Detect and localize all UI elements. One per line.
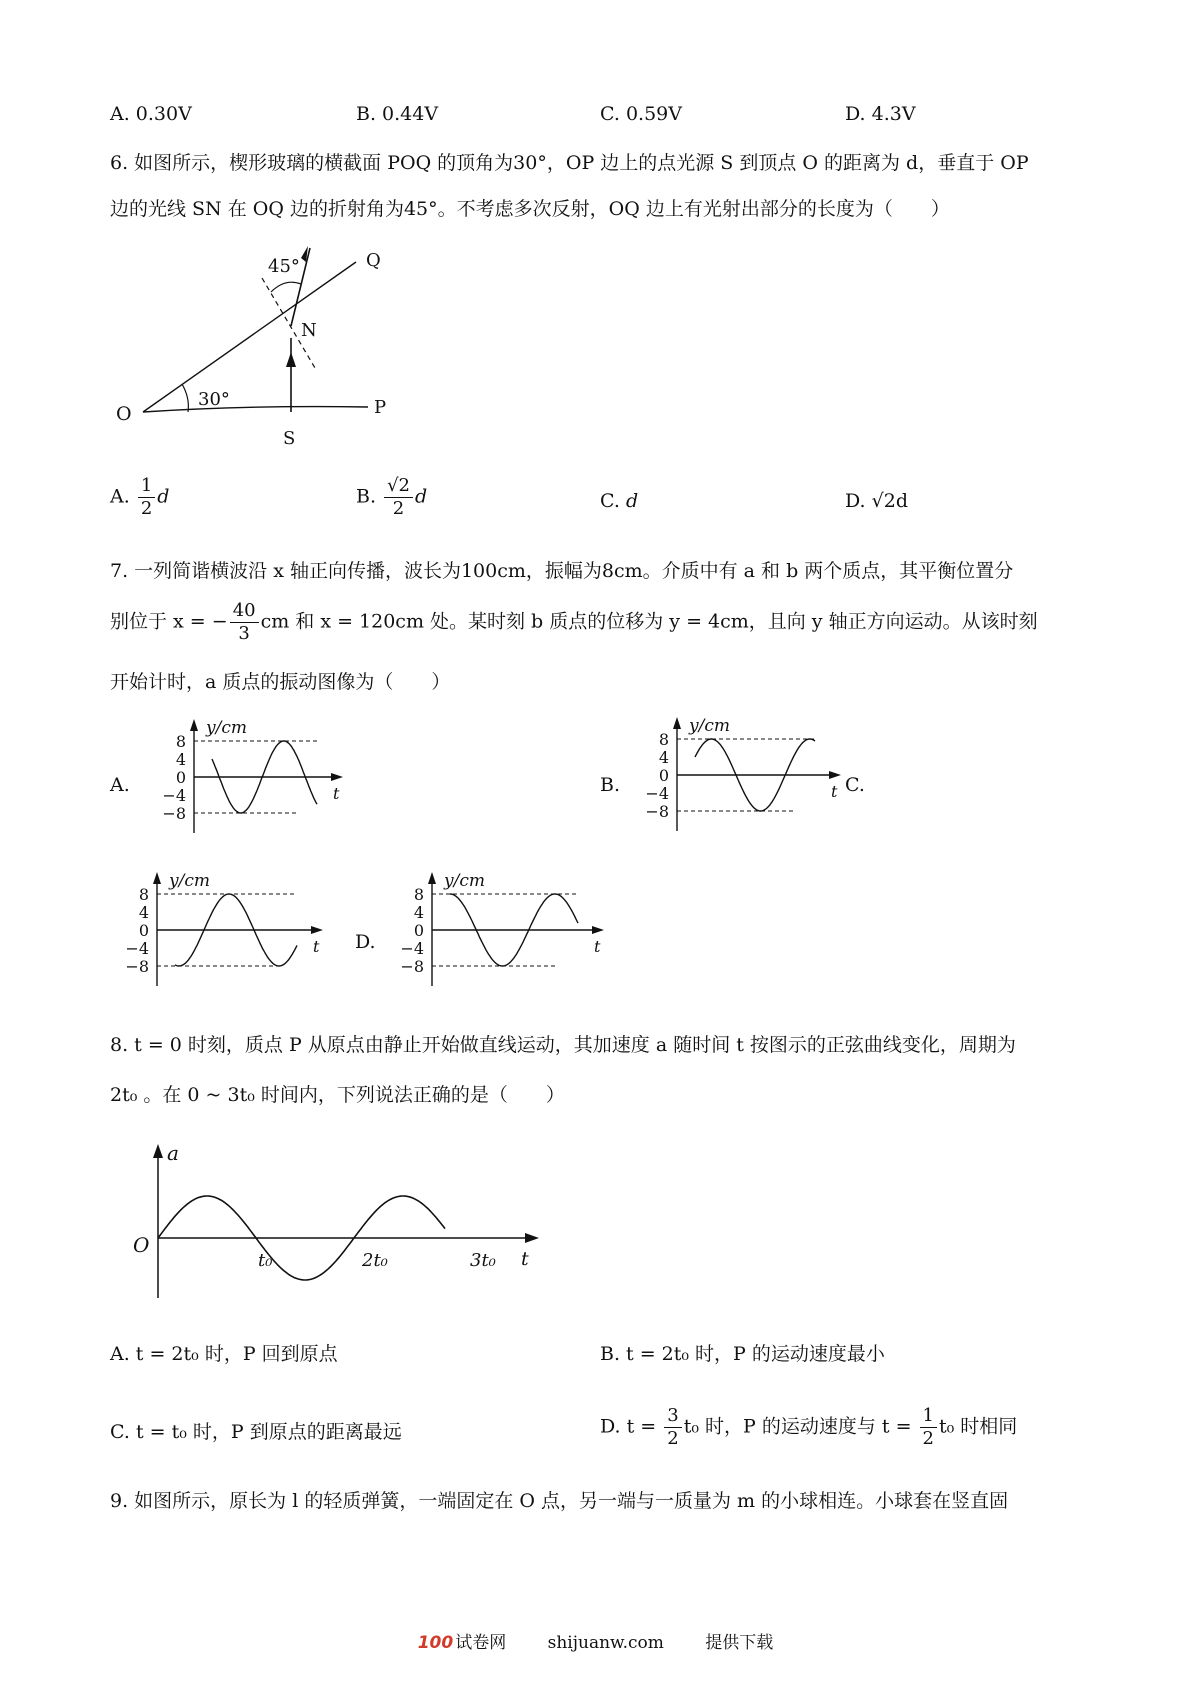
fraction: $\frac{√2}{2}$ xyxy=(384,475,413,520)
q7-graph-a xyxy=(152,715,342,840)
y-axis-label: y/cm xyxy=(206,718,247,738)
tick-label: −8 xyxy=(400,957,424,976)
tick-label: 4 xyxy=(658,748,669,767)
label-n: N xyxy=(301,320,317,341)
tick-label: −4 xyxy=(125,939,149,958)
tick-label: −8 xyxy=(125,957,149,976)
tick-label: 8 xyxy=(175,732,186,751)
x-axis-label: t xyxy=(594,937,601,956)
x-axis-label: t xyxy=(831,782,838,801)
y-axis-arrow xyxy=(428,872,436,884)
fraction: $\frac{3}{2}$ xyxy=(664,1405,681,1450)
site-logo: 100 xyxy=(417,1633,454,1653)
q8-option-b: B. t = 2t₀ 时，P 的运动速度最小 xyxy=(600,1343,885,1365)
y-axis-arrow xyxy=(190,719,198,731)
fraction: $\frac{40}{3}$ xyxy=(230,600,259,645)
label-p: P xyxy=(374,397,387,418)
x-axis-arrow xyxy=(331,773,343,781)
tick-label: 4 xyxy=(413,903,424,922)
y-axis-arrow xyxy=(153,872,161,884)
tick-label: −4 xyxy=(645,784,669,803)
tick-label: 0 xyxy=(413,921,424,940)
q8-text-line1: 8. t = 0 时刻，质点 P 从原点由静止开始做直线运动，其加速度 a 随时间 t 按图示的正弦曲线变化，周期为 xyxy=(110,1034,1016,1056)
q7-graph-d xyxy=(390,868,601,993)
label-a: a xyxy=(167,1141,179,1165)
x-axis-label: t xyxy=(333,784,340,803)
q8-option-c: C. t = t₀ 时，P 到原点的距离最远 xyxy=(110,1421,402,1443)
fraction: $\frac{1}{2}$ xyxy=(138,475,155,520)
q6-option-d: D. √2d xyxy=(845,490,909,512)
q7-graph-c xyxy=(115,868,320,993)
q6-option-b: B. $\frac{√2}{2}$ d xyxy=(356,475,428,519)
label-s: S xyxy=(283,428,296,449)
label-3t0: 3t₀ xyxy=(470,1250,496,1271)
fraction: $\frac{1}{2}$ xyxy=(920,1405,937,1450)
download-note: 提供下载 xyxy=(705,1633,774,1653)
q8-text-line2: 2t₀ 。在 0 ~ 3t₀ 时间内，下列说法正确的是（ ） xyxy=(110,1084,565,1106)
q5-option-b: B. 0.44V xyxy=(356,103,439,125)
tick-label: 4 xyxy=(175,750,186,769)
label-angle-30: 30° xyxy=(198,389,230,410)
q7-text-line3: 开始计时，a 质点的振动图像为（ ） xyxy=(110,671,451,693)
q7-option-d-label: D. xyxy=(355,931,376,953)
tick-label: 0 xyxy=(138,921,149,940)
site-name-cn: 试卷网 xyxy=(455,1633,507,1653)
q8-acceleration-graph xyxy=(125,1140,545,1300)
y-axis-label: y/cm xyxy=(444,871,485,891)
y-axis-label: y/cm xyxy=(689,716,730,736)
label-angle-45: 45° xyxy=(268,256,300,277)
tick-label: 8 xyxy=(658,730,669,749)
q5-option-a: A. 0.30V xyxy=(110,103,192,125)
page-footer xyxy=(0,1628,1191,1653)
tick-label: −4 xyxy=(400,939,424,958)
x-axis-arrow xyxy=(829,771,841,779)
q7-option-b-label: B. xyxy=(600,774,621,796)
label-t-axis: t xyxy=(521,1248,529,1270)
x-axis-arrow xyxy=(311,926,323,934)
q5-option-c: C. 0.59V xyxy=(600,103,682,125)
q6-option-a: A. $\frac{1}{2}$ d xyxy=(110,475,170,519)
q6-prism-figure xyxy=(110,240,440,450)
y-axis-label: y/cm xyxy=(169,871,210,891)
q7-graph-b xyxy=(635,713,838,838)
label-t0: t₀ xyxy=(258,1250,273,1271)
x-axis-label: t xyxy=(313,937,320,956)
label-q: Q xyxy=(366,250,381,271)
q8-option-d: D. t = $\frac{3}{2}$ t₀ 时，P 的运动速度与 t = $\frac{1}{2}$ t₀ 时相同 xyxy=(600,1405,1018,1449)
tick-label: −4 xyxy=(162,786,186,805)
tick-label: 0 xyxy=(175,768,186,787)
q9-text-line1: 9. 如图所示，原长为 l 的轻质弹簧，一端固定在 O 点，另一端与一质量为 m 的小球相连。小球套在竖直固 xyxy=(110,1490,1009,1512)
y-axis-arrow xyxy=(673,717,681,729)
label-2t0: 2t₀ xyxy=(362,1250,388,1271)
tick-label: 4 xyxy=(138,903,149,922)
tick-label: 0 xyxy=(658,766,669,785)
site-url[interactable]: shijuanw.com xyxy=(547,1633,664,1653)
tick-label: −8 xyxy=(162,804,186,823)
q8-option-a: A. t = 2t₀ 时，P 回到原点 xyxy=(110,1343,338,1365)
q7-option-c-label: C. xyxy=(845,774,865,796)
q7-option-a-label: A. xyxy=(110,774,130,796)
tick-label: −8 xyxy=(645,802,669,821)
tick-label: 8 xyxy=(413,885,424,904)
q6-option-c: C. d xyxy=(600,490,639,512)
label-o: O xyxy=(116,403,132,425)
q7-text-line2: 别位于 x = − $\frac{40}{3}$ cm 和 x = 120cm 处。某时刻 b 质点的位移为 y = 4cm，且向 y 轴正方向运动。从该时刻 xyxy=(110,600,1038,644)
x-axis-arrow xyxy=(592,926,604,934)
label-origin: O xyxy=(133,1233,150,1257)
q7-text-line1: 7. 一列简谐横波沿 x 轴正向传播，波长为100cm，振幅为8cm。介质中有 a 和 b 两个质点，其平衡位置分 xyxy=(110,560,1014,582)
q6-text-line2: 边的光线 SN 在 OQ 边的折射角为45°。不考虑多次反射，OQ 边上有光射出部分的长度为（ ） xyxy=(110,198,950,220)
q5-option-d: D. 4.3V xyxy=(845,103,916,125)
q6-text-line1: 6. 如图所示，楔形玻璃的横截面 POQ 的顶角为30°，OP 边上的点光源 S 到顶点 O 的距离为 d，垂直于 OP xyxy=(110,152,1029,174)
tick-label: 8 xyxy=(138,885,149,904)
